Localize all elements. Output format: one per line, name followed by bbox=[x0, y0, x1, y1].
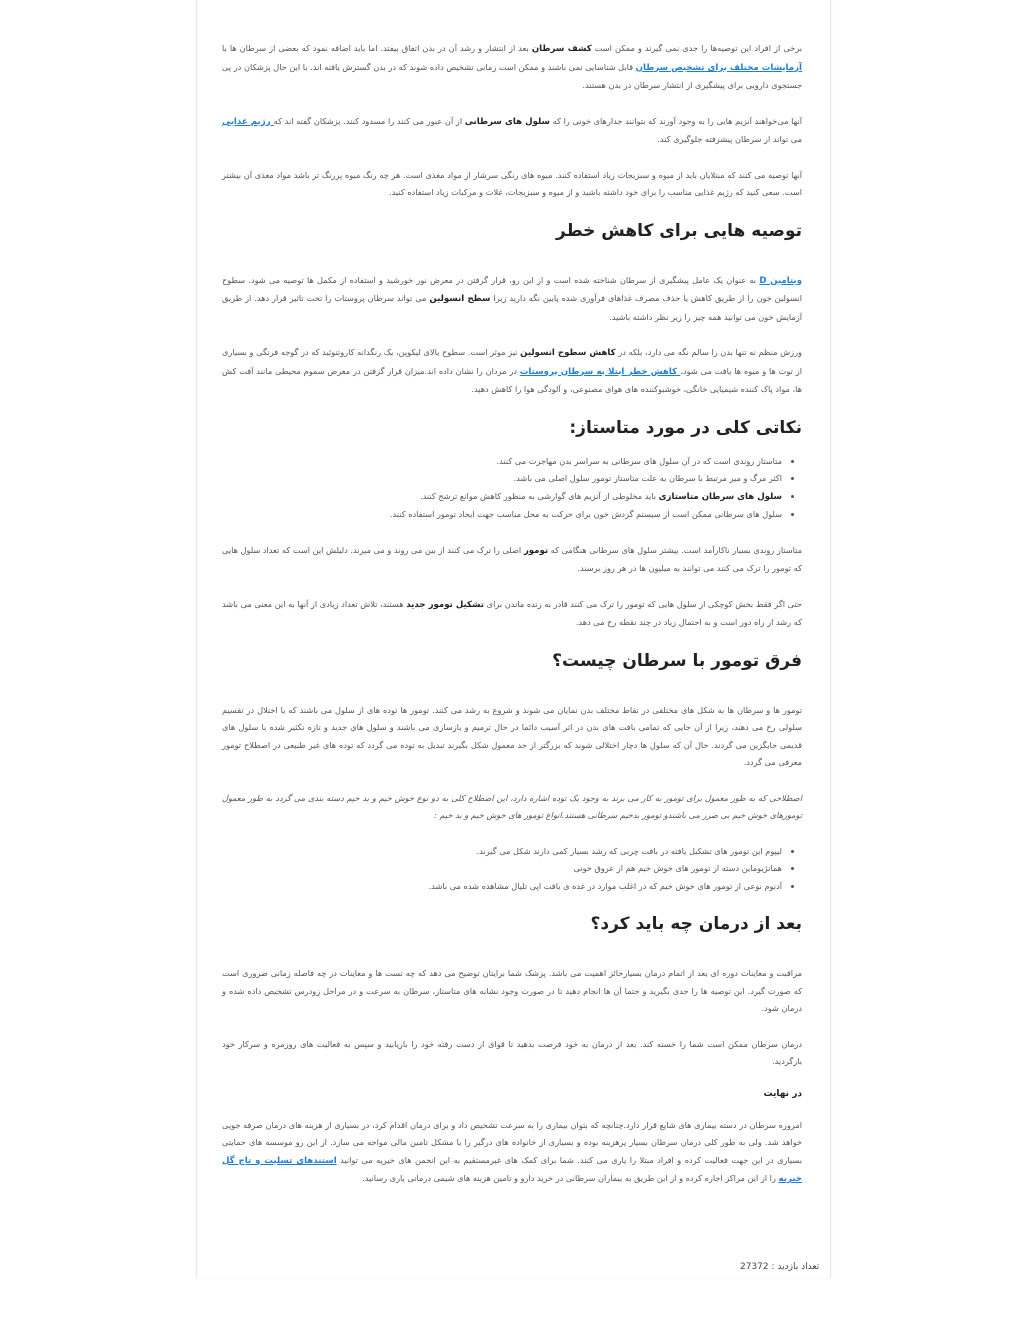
link-diet[interactable]: رژیم غذایی bbox=[222, 116, 274, 127]
paragraph-discovery: برخی از افراد این توصیه‌ها را جدی نمی گیرند و ممکن است کشف سرطان بعد از انتشار و رشد آن در بدن اتفاق بیفتد. اما باید اضافه نمود که بعضی از سرطان ها با آزمایشات مختلف برای تشخیص سرطان قابل شناسایی نمی باشند و ممکن است زمانی تشخیص داده شوند که در بدن گسترش یافته اند. با این حال پزشکان در پی جستجوی دارویی برای پیشگیری از انتشار سرطان در بدن هستند. bbox=[222, 43, 802, 90]
paragraph-enzymes: آنها می‌خواهند آنزیم هایی را به وجود آورند که بتوانند جدارهای خونی را که سلول های سرطانی از آن عبور می کنند را مسدود کنند. پزشکان گفته اند که رژیم غذایی می تواند از سرطان پیشرفته جلوگیری کند. bbox=[222, 115, 803, 144]
list-item: • سلول های سرطان متاستازی باید مخلوطی از آنزیم های گوارشی به منظور کاهش موانع ترشح کنند. bbox=[222, 488, 782, 507]
paragraph-inefficient: متاستاز روندی بسیار ناکارآمد است. بیشتر سلول های سرطانی هنگامی که تومور اصلی را ترک می کنند از بین می روند و می میرند. دلیلش این است که تعداد سلول هایی که تومور را ترک می کنند می توانند به میلیون ها در هر روز برسند. bbox=[222, 544, 802, 573]
heading-tumor-vs-cancer: فرق تومور با سرطان چیست؟ bbox=[552, 650, 802, 671]
tumor-list bbox=[222, 843, 802, 896]
heading-conclusion: در نهایت bbox=[763, 1088, 802, 1099]
heading-after-treatment: بعد از درمان چه باید کرد؟ bbox=[590, 914, 802, 934]
paragraph-fruits: آنها توصیه می کنند که مبتلایان باید از میوه و سبزیجات زیاد استفاده کنند. میوه های رنگی سرشار از مواد مغذی است. هر چه رنگ میوه پررنگ تر باشد مواد مغذی آن بیشتر است. سعی کنید که رژیم غذایی مناسب را برای خود داشته باشید و از میوه و سبزیجات، غلات و مرکبات زیاد استفاده کنید. bbox=[222, 169, 802, 197]
list-item: • آدنوم نوعی از تومور های خوش خیم که در اغلب موارد در غده ی بافت اپی تلیال مشاهده شده می باشد. bbox=[222, 878, 782, 896]
link-cancer-tests[interactable]: آزمایشات مختلف برای تشخیص سرطان bbox=[635, 62, 802, 73]
list-item: • متاستاز روندی است که در آن سلول های سرطانی به سراسر بدن مهاجرت می کنند. bbox=[222, 453, 782, 471]
list-item: • لیپوم این تومور های تشکیل یافته در بافت چربی که رشد بسیار کمی دارند شکل می گیرند. bbox=[222, 843, 782, 861]
link-charity-stands[interactable]: استندهای تسلیت و تاج گل خیریه bbox=[222, 1155, 802, 1184]
link-vitamin-d[interactable]: ویتامین D bbox=[759, 275, 802, 286]
list-item: • همانژیوماین دسته از تومور های خوش خیم هم از عروق خونی bbox=[222, 860, 782, 878]
heading-reduce-risk: توصیه هایی برای کاهش خطر bbox=[556, 220, 802, 241]
view-count: تعداد بازدید : 27372 bbox=[740, 1262, 820, 1272]
metastasis-list bbox=[222, 453, 802, 524]
link-prostate-risk[interactable]: کاهش خطر ابتلا به سرطان پروستات bbox=[519, 366, 681, 377]
paragraph-exercise: ورزش منظم نه تنها بدن را سالم نگه می دارد، بلکه در کاهش سطوح انسولین نیز موثر است. سطوح بالای لیکوپن، یک رنگدانه کاروتنوئید که در گوجه فرنگی و بسیاری از توت ها و میوه ها یافت می شود، کاهش خطر ابتلا به سرطان پروستات در مردان را نشان داده اند.میزان قرار گرفتن در معرض سموم محیطی مانند آفت کش ها، مواد پاک کننده شیمیایی خانگی، خوشبوکننده های هوای مصنوعی، و آلودگی هوا را کاهش دهید. bbox=[222, 347, 802, 394]
paragraph-conclusion: امروزه سرطان در دسته بیماری های شایع قرار دارد.چنانچه که بتوان بیماری را به سرعت تشخیص داد و برای درمان اقدام کرد، در بسیاری از هزینه های درمان صرفه جویی خواهد شد. ولی به طور کلی درمان سرطان بسیار پرهزینه بوده و بسیاری از خانواده های درگیر را با مشکل تامین مالی مواجه می سازد. از این رو موسسه های حمایتی بسیاری در این جهت فعالیت کرده و افراد مبتلا را یاری می کنند. شما برای کمک های غیرمستقیم به این انجمن های خیریه می توانید استندهای تسلیت و تاج گل خیریه را از این مراکز اجاره کرده و از این طریق به بیماران سرطانی در خرید دارو و تامین هزینه های شیمی درمانی یاری رسانید. bbox=[222, 1119, 802, 1184]
paragraph-new-tumor: حتی اگر فقط بخش کوچکی از سلول هایی که تومور را ترک می کنند قادر به زنده ماندن برای تشکیل تومور جدید هستند، تلاش تعداد زیادی از آنها به این معنی می باشد که رشد از راه دور است و به احتمال زیاد در چند نقطه رخ می دهد. bbox=[222, 598, 802, 627]
paragraph-tumor-types: اصطلاحی که به طور معمول برای تومور به کار می برند به وجود یک توده اشاره دارد، این اصطلاح کلی به دو نوع خوش خیم و بد خیم دسته بندی می گردد به طور معمول تومورهای خوش خیم بی ضرر می باشندو تومور بدخیم سرطانی هستند.انواع تومور های خوش خیم و بد خیم : bbox=[222, 792, 802, 820]
heading-metastasis: نکاتی کلی در مورد متاستاز: bbox=[569, 417, 802, 438]
list-item: • اکثر مرگ و میر مرتبط با سرطان به علت متاستاز تومور سلول اصلی می باشد. bbox=[222, 470, 782, 488]
paragraph-followup: مراقبت و معاینات دوره ای بعد از اتمام درمان بسیارحائز اهمیت می باشد. پزشک شما برایتان توضیح می دهد که چه تست ها و معاینات در چه فاصله زمانی ضروری است که صورت گیرد. این توصیه ها را جدی بگیرید و حتما آن ها انجام دهید تا در صورت وجود نشانه های متاستاز، سرطان به سرعت و در مراحل زودرس تشخیص داده شده و درمان شود. bbox=[222, 968, 802, 1013]
list-item: • سلول های سرطانی ممکن است از سیستم گردش خون برای حرکت به محل مناسب جهت ایجاد تومور استفاده کنند. bbox=[222, 506, 782, 524]
paragraph-tumor-def: تومور ها و سرطان ها به شکل های مختلفی در نقاط مختلف بدن نمایان می شوند و شروع به رشد می کنند. تومور ها توده های از سلول می باشند که با اختلال در تقسیم سلولی رخ می دهند، زیرا از آن جایی که تمامی بافت های بدن در اثر آسیب دائما در حال ترمیم و بازسازی می باشند و سلول های جدید و تازه تکثیر شده با سلول های قدیمی جایگزین می گردند. حال آن که سلول ها دچار اختلالی شوند که بزرگتر از حد معمول شکل بگیرند تبدیل به توده می گردد که توده های غیر طبیعی در اصطلاح تومور معرفی می گردد. bbox=[222, 704, 802, 767]
paragraph-rest: درمان سرطان ممکن است شما را خسته کند. بعد از درمان به خود فرصت بدهید تا قوای از دست رفته خود را بازیابید و سپس به فعالیت های روزمره و سرکار خود بازگردید. bbox=[222, 1038, 802, 1066]
paragraph-vitamin-d: ویتامین D به عنوان یک عامل پیشگیری از سرطان شناخته شده است و از این رو، قرار گرفتن در معرض نور خورشید و استفاده از مکمل ها توصیه می شود. سطوح انسولین خون را از طریق کاهش یا حذف مصرف غذاهای فرآوری شده پایین نگه دارید زیرا سطح انسولین می تواند سرطان پروستات را تحت تاثیر قرار دهد. از طریق آزمایش خون می توانید همه چیز را زیر نظر داشته باشید. bbox=[222, 274, 802, 322]
article-content bbox=[222, 40, 802, 1207]
